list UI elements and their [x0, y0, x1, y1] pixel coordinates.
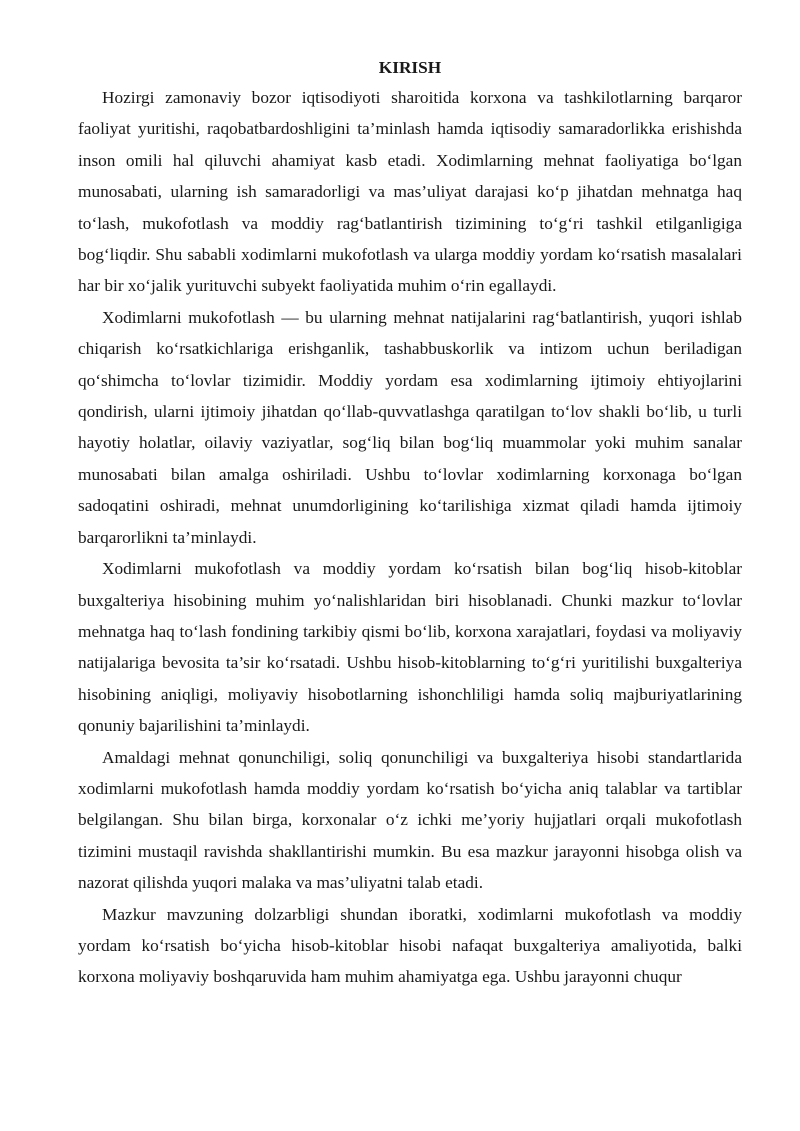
- document-page: [78, 52, 742, 993]
- paragraph-5: Mazkur mavzuning dolzarbligi shundan iboratki, xodimlarni mukofotlash va moddiy yordam ko‘rsatish bo‘yicha hisob-kitoblar hisobi nafaqat buxgalteriya amaliyotida, balki korxona moliyaviy boshqaruvida ham muhim ahamiyatga ega. Ushbu jarayonni chuqur: [78, 904, 742, 987]
- paragraph-4: Amaldagi mehnat qonunchiligi, soliq qonunchiligi va buxgalteriya hisobi standartlarida xodimlarni mukofotlash hamda moddiy yordam ko‘rsatish bo‘yicha aniq talablar va tartiblar belgilangan. Shu bilan birga, korxonalar o‘z ichki me’yoriy hujjatlari orqali mukofotlash tizimini mustaqil ravishda shakllantirishi mumkin. Bu esa mazkur jarayonni hisobga olish va nazorat qilishda yuqori malaka va mas’uliyatni talab etadi.: [78, 747, 742, 893]
- paragraph-3: Xodimlarni mukofotlash va moddiy yordam ko‘rsatish bilan bog‘liq hisob-kitoblar buxgalteriya hisobining muhim yo‘nalishlaridan biri hisoblanadi. Chunki mazkur to‘lovlar mehnatga haq to‘lash fondining tarkibiy qismi bo‘lib, korxona xarajatlari, foydasi va moliyaviy natijalariga bevosita ta’sir ko‘rsatadi. Ushbu hisob-kitoblarning to‘g‘ri yuritilishi buxgalteriya hisobining aniqligi, moliyaviy hisobotlarning ishonchliligi hamda soliq majburiyatlarining qonuniy bajarilishini ta’minlaydi.: [78, 559, 742, 736]
- document-title: KIRISH: [378, 58, 442, 77]
- paragraph-2: Xodimlarni mukofotlash — bu ularning mehnat natijalarini rag‘batlantirish, yuqori ishlab chiqarish ko‘rsatkichlariga erishganlik, tashabbuskorlik va intizom uchun beriladigan qo‘shimcha to‘lovlar tizimidir. Moddiy yordam esa xodimlarning ijtimoiy ehtiyojlarini qondirish, ularni ijtimoiy jihatdan qo‘llab-quvvatlashga qaratilgan to‘lov shakli bo‘lib, u turli hayotiy holatlar, oilaviy vaziyatlar, sog‘liq bilan bog‘liq muammolar yoki muhim sanalar munosabati bilan amalga oshiriladi. Ushbu to‘lovlar xodimlarning korxonaga bo‘lgan sadoqatini oshiradi, mehnat unumdorligining ko‘tarilishiga xizmat qiladi hamda ijtimoiy barqarorlikni ta’minlaydi.: [78, 307, 742, 547]
- paragraph-1: Hozirgi zamonaviy bozor iqtisodiyoti sharoitida korxona va tashkilotlarning barqaror faoliyat yuritishi, raqobatbardoshligini ta’minlash hamda iqtisodiy samaradorlikka erishishda inson omili hal qiluvchi ahamiyat kasb etadi. Xodimlarning mehnat faoliyatiga bo‘lgan munosabati, ularning ish samaradorligi va mas’uliyat darajasi ko‘p jihatdan mehnatga haq to‘lash, mukofotlash va moddiy rag‘batlantirish tizimining to‘g‘ri tashkil etilganligiga bog‘liqdir. Shu sababli xodimlarni mukofotlash va ularga moddiy yordam ko‘rsatish masalalari har bir xo‘jalik yurituvchi subyekt faoliyatida muhim o‘rin egallaydi.: [78, 88, 742, 296]
